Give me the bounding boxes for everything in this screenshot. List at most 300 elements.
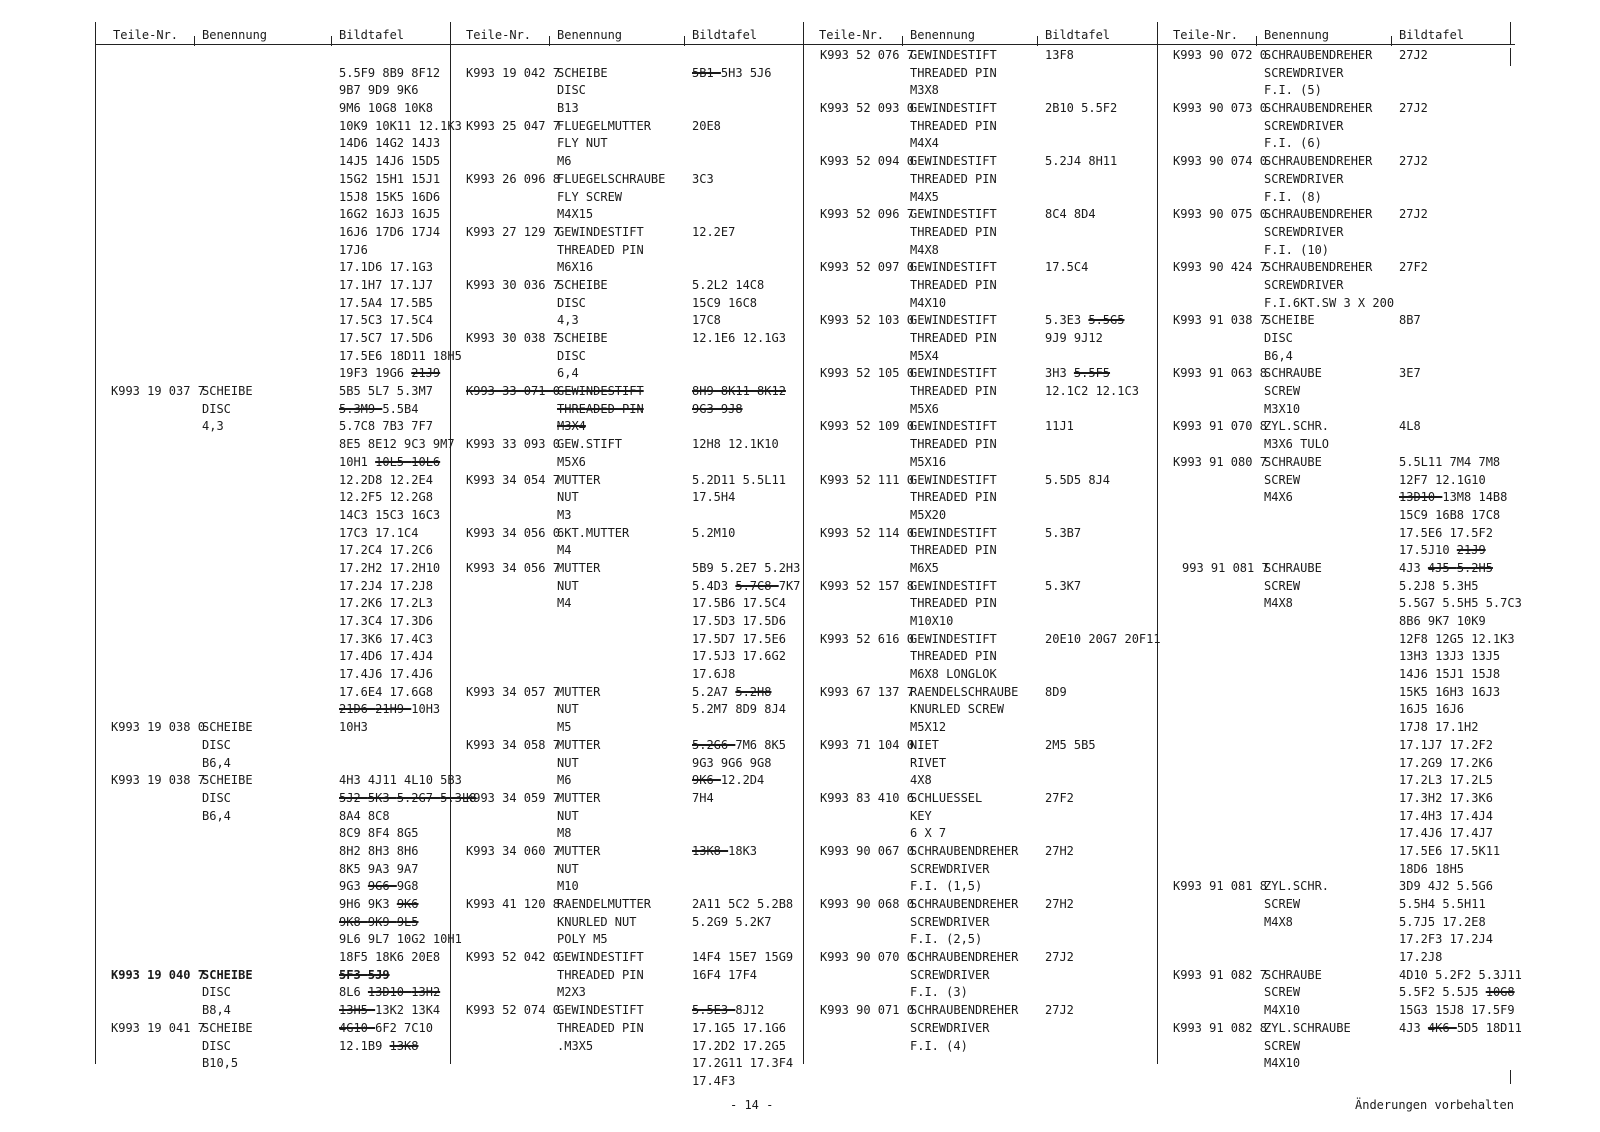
table-row	[803, 312, 1153, 330]
plate-ref-token: 13H2	[411, 985, 441, 1000]
plate-refs	[692, 1002, 764, 1020]
plate-refs: 17.5D3 17.5D6	[692, 614, 786, 628]
part-name: FLY NUT	[557, 136, 608, 151]
table-row	[450, 684, 800, 702]
plate-refs: 17.2D2 17.2G5	[692, 1038, 786, 1053]
table-row	[803, 843, 1153, 861]
part-name: DISC	[1264, 331, 1293, 345]
table-row	[803, 47, 1153, 65]
plate-refs: 17.1D6 17.1G3	[339, 260, 433, 275]
part-name: GEWINDESTIFT	[910, 207, 997, 222]
plate-refs	[692, 737, 786, 755]
part-name: SCHRAUBENDREHER	[1264, 207, 1373, 222]
plate-refs: 5.2L2 14C8	[692, 277, 765, 292]
part-number: K993 26 096 8	[466, 171, 560, 186]
table-row	[1157, 914, 1507, 932]
part-number: K993 19 037 7	[111, 384, 205, 399]
plate-refs: 10H3	[339, 720, 368, 735]
plate-refs	[692, 684, 771, 702]
part-name: M4X10	[1264, 1003, 1301, 1018]
plate-ref-token: 9K6	[396, 897, 419, 911]
table-row	[803, 383, 1153, 401]
table-row	[450, 206, 800, 224]
plate-refs: 14F4 15E7 15G9	[692, 950, 794, 965]
plate-refs: 5.3K7	[1045, 578, 1082, 593]
part-name: 6,4	[557, 366, 579, 381]
plate-refs: 5.5H4 5.5H11	[1399, 897, 1486, 911]
table-row	[803, 542, 1153, 560]
part-name: THREADED PIN	[910, 171, 997, 186]
plate-refs: 8A4 8C8	[339, 808, 390, 823]
part-name: DISC	[557, 83, 586, 98]
plate-refs	[1045, 312, 1124, 330]
parts-column	[1157, 47, 1522, 1073]
table-row	[803, 631, 1161, 649]
plate-refs: 8D9	[1045, 684, 1067, 699]
plate-ref-token: 5.5F2	[1399, 985, 1443, 1000]
part-name: SCREWDRIVER	[1264, 277, 1344, 292]
bildtafel-header: Bildtafel	[339, 28, 405, 42]
plate-refs: 16J6 17D6 17J4	[339, 224, 441, 239]
table-row	[95, 631, 445, 649]
table-row	[1157, 666, 1507, 684]
part-name: M6X8 LONGLOK	[910, 667, 997, 682]
table-row	[1157, 1002, 1515, 1020]
part-name: SCHRAUBE	[1264, 454, 1322, 469]
part-name: M8	[557, 826, 572, 841]
table-row	[803, 772, 1153, 790]
part-name: GEWINDESTIFT	[910, 366, 997, 381]
table-row	[95, 153, 445, 171]
plate-refs	[1399, 560, 1493, 578]
table-row	[1157, 949, 1507, 967]
table-row	[1157, 896, 1507, 914]
table-row	[95, 578, 445, 596]
part-number: K993 90 067 0	[820, 843, 914, 858]
plate-refs: 14D6 14G2 14J3	[339, 136, 441, 151]
footer-note: Änderungen vorbehalten	[1355, 1098, 1514, 1112]
table-row	[95, 914, 445, 932]
table-row	[803, 984, 1153, 1002]
table-row	[1157, 365, 1507, 383]
table-row	[803, 330, 1153, 348]
part-number: K993 33 071 0	[466, 384, 560, 399]
plate-refs: 14J6 15J1 15J8	[1399, 667, 1501, 682]
part-name: M5X6	[910, 401, 939, 416]
part-name: THREADED PIN	[910, 490, 997, 505]
plate-refs: 17.5D7 17.5E6	[692, 631, 786, 646]
plate-ref-token: 10H1	[339, 454, 376, 469]
part-name: GEWINDESTIFT	[910, 48, 997, 62]
table-row	[803, 418, 1153, 436]
table-row	[1157, 153, 1507, 171]
table-row	[1157, 984, 1515, 1002]
plate-refs: 27J2	[1399, 154, 1428, 169]
part-name: M5X6	[557, 454, 586, 469]
table-row	[803, 135, 1153, 153]
part-name: SCHRAUBE	[1264, 560, 1322, 575]
plate-ref-token: 5D5	[1456, 1020, 1486, 1035]
table-row	[450, 896, 800, 914]
plate-ref-token: 19G6	[375, 366, 412, 381]
part-number: K993 90 068 0	[820, 897, 914, 911]
part-number: K993 52 111 0	[820, 472, 914, 487]
table-row	[803, 295, 1153, 313]
part-name: M3X4	[557, 419, 586, 434]
plate-refs: 5.2D11 5.5L11	[692, 472, 786, 487]
plate-ref-token: 5.5F5	[1073, 366, 1111, 381]
plate-refs: 17.2H2 17.2H10	[339, 560, 441, 575]
plate-refs: 17.2J8	[1399, 950, 1443, 965]
plate-refs: 16F4 17F4	[692, 967, 758, 982]
parts-column	[95, 47, 477, 1073]
part-name: DISC	[557, 348, 586, 363]
table-row	[1157, 472, 1507, 490]
part-name: SCREW	[1264, 384, 1301, 399]
plate-ref-token: 10G8	[1485, 985, 1515, 1000]
table-row	[450, 914, 800, 932]
table-row	[1157, 613, 1507, 631]
part-name: SCHEIBE	[202, 773, 253, 788]
part-name: SCHEIBE	[557, 277, 608, 292]
plate-refs	[339, 984, 440, 1002]
bildtafel-header: Bildtafel	[1399, 28, 1465, 42]
table-row	[1157, 1055, 1507, 1073]
part-name: M5X16	[910, 454, 947, 469]
table-row	[803, 1002, 1153, 1020]
table-row	[450, 153, 800, 171]
table-row	[803, 825, 1153, 843]
plate-ref-token: 5F3	[339, 967, 368, 982]
plate-ref-token: 9K3	[367, 897, 397, 911]
part-name: M5	[557, 720, 572, 735]
table-row	[803, 755, 1153, 773]
column-divider	[1510, 22, 1511, 44]
plate-refs: 5.7C8 7B3 7F7	[339, 419, 433, 434]
table-row	[1157, 1038, 1507, 1056]
table-row	[803, 737, 1153, 755]
part-name: M4X6	[1264, 490, 1293, 505]
part-name: THREADED PIN	[557, 242, 644, 257]
plate-ref-token: 5.3E3	[1045, 313, 1089, 328]
part-name: GEW.STIFT	[557, 437, 623, 452]
part-name: POLY M5	[557, 932, 608, 947]
part-name: GEWINDESTIFT	[910, 472, 997, 487]
part-name: SCHEIBE	[557, 65, 608, 80]
part-name: SCHRAUBENDREHER	[910, 843, 1019, 858]
part-name: M10	[557, 879, 579, 894]
plate-refs	[692, 772, 764, 790]
table-row	[803, 525, 1153, 543]
part-name: M3	[557, 507, 572, 522]
plate-refs: 17.1G5 17.1G6	[692, 1020, 786, 1035]
table-row	[1157, 861, 1507, 879]
part-name: SCHRAUBENDREHER	[910, 950, 1019, 965]
part-name: MUTTER	[557, 560, 601, 575]
plate-refs: 9J9 9J12	[1045, 331, 1103, 345]
plate-refs	[1399, 489, 1507, 507]
table-row	[803, 454, 1153, 472]
plate-ref-token: 19F3	[339, 366, 376, 381]
table-row	[95, 224, 445, 242]
plate-ref-token: 4J3	[1399, 1020, 1428, 1035]
plate-refs: 18D6 18H5	[1399, 861, 1465, 876]
table-row	[450, 418, 800, 436]
part-name: M4X8	[1264, 914, 1293, 929]
part-name: THREADED PIN	[910, 118, 997, 133]
plate-refs: 14C3 15C3 16C3	[339, 507, 441, 522]
plate-refs: 27J2	[1399, 207, 1428, 222]
table-row	[1157, 684, 1507, 702]
part-name: B6,4	[202, 808, 231, 823]
part-name: THREADED PIN	[910, 596, 997, 611]
part-number: K993 91 080 7	[1173, 454, 1267, 469]
plate-refs	[339, 701, 440, 719]
part-number: K993 19 038 7	[111, 773, 205, 788]
plate-ref-token: 3H3	[1045, 366, 1074, 381]
part-name: NIET	[910, 737, 939, 752]
part-name: M4	[557, 596, 572, 611]
plate-ref-token: 10L6	[411, 454, 441, 469]
part-name: GEWINDESTIFT	[557, 384, 644, 399]
part-number: K993 33 093 0	[466, 437, 560, 452]
part-name: GEWINDESTIFT	[910, 313, 997, 328]
table-row	[803, 949, 1153, 967]
table-row	[1157, 224, 1507, 242]
part-number: K993 91 082 7	[1173, 967, 1267, 982]
table-row	[1157, 330, 1507, 348]
table-row	[1157, 312, 1507, 330]
table-row	[450, 1002, 800, 1020]
part-name: KEY	[910, 808, 932, 823]
part-name: M3X8	[910, 83, 939, 98]
plate-refs: 2M5 5B5	[1045, 737, 1096, 752]
table-row	[95, 1038, 445, 1056]
part-name: M3X6 TULO	[1264, 437, 1330, 452]
table-row	[803, 82, 1153, 100]
part-name: GEWINDESTIFT	[557, 950, 644, 965]
part-number: K993 19 042 7	[466, 65, 560, 80]
part-name: B10,5	[202, 1056, 239, 1071]
plate-refs: 12.2D8 12.2E4	[339, 472, 433, 487]
parts-column	[803, 47, 1161, 1055]
table-row	[95, 737, 445, 755]
table-row	[1157, 65, 1507, 83]
part-name: F.I.6KT.SW 3 X 200	[1264, 295, 1395, 310]
table-row	[1157, 1020, 1522, 1038]
table-row	[450, 365, 800, 383]
table-row	[95, 65, 445, 83]
plate-refs: 17.5E6 17.5F2	[1399, 525, 1493, 540]
table-row	[803, 436, 1153, 454]
table-row	[1157, 542, 1507, 560]
table-row	[450, 47, 800, 65]
table-row	[450, 631, 800, 649]
plate-ref-token: 13H5	[339, 1003, 376, 1018]
table-row	[803, 472, 1153, 490]
part-name: GEWINDESTIFT	[910, 154, 997, 169]
part-name: M5X20	[910, 507, 947, 522]
table-row	[450, 65, 800, 83]
table-row	[95, 861, 445, 879]
table-row	[450, 224, 800, 242]
part-number: K993 52 616 0	[820, 631, 914, 646]
table-row	[1157, 171, 1507, 189]
plate-ref-token: 8L6	[339, 985, 368, 1000]
part-number: K993 52 076 7	[820, 48, 914, 62]
plate-refs: 7H4	[692, 790, 714, 805]
table-row	[450, 100, 800, 118]
plate-ref-token: 5.7C8	[735, 578, 779, 593]
table-row	[95, 348, 462, 366]
table-row	[450, 737, 800, 755]
part-name: DISC	[202, 985, 231, 1000]
part-number: K993 90 075 0	[1173, 207, 1267, 222]
part-name: F.I. (5)	[1264, 83, 1322, 98]
part-number: K993 41 120 8	[466, 897, 560, 911]
plate-refs: 27F2	[1399, 260, 1428, 275]
plate-refs	[339, 1038, 418, 1056]
part-number: K993 52 105 0	[820, 366, 914, 381]
plate-ref-token: 5B1	[692, 65, 721, 80]
table-row	[803, 401, 1153, 419]
part-number: K993 52 157 8	[820, 578, 914, 593]
plate-refs	[1045, 365, 1110, 383]
table-row	[95, 206, 445, 224]
part-name: F.I. (2,5)	[910, 932, 983, 947]
column-divider	[1510, 1070, 1511, 1084]
part-name: THREADED PIN	[910, 277, 997, 292]
plate-refs: 17.2F3 17.2J4	[1399, 932, 1493, 947]
table-row	[95, 1020, 445, 1038]
plate-ref-token: 5.2H8	[735, 684, 772, 699]
plate-refs: 17.5E6 18D11 18H5	[339, 348, 462, 363]
part-name: SCREWDRIVER	[910, 1020, 990, 1035]
table-row	[450, 808, 800, 826]
plate-refs: 9G3 9J8	[692, 401, 743, 416]
part-name: DISC	[202, 401, 231, 416]
plate-refs: 5.5L11 7M4 7M8	[1399, 454, 1501, 469]
table-row	[1157, 808, 1507, 826]
part-name: GEWINDESTIFT	[557, 224, 644, 239]
part-name: B6,4	[202, 755, 231, 770]
part-name: KNURLED SCREW	[910, 702, 1004, 717]
table-row	[803, 648, 1153, 666]
part-name: SCHRAUBE	[1264, 967, 1322, 982]
plate-ref-token: 13K4	[411, 1003, 441, 1018]
table-row	[1157, 595, 1522, 613]
table-row	[1157, 242, 1507, 260]
table-row	[803, 1020, 1153, 1038]
table-row	[95, 613, 445, 631]
table-row	[1157, 436, 1507, 454]
table-row	[450, 825, 800, 843]
table-row	[1157, 189, 1507, 207]
part-number: K993 67 137 7	[820, 684, 914, 699]
table-row	[95, 418, 445, 436]
part-name: THREADED PIN	[910, 331, 997, 345]
plate-refs: 15C9 16C8	[692, 295, 758, 310]
plate-ref-token: 9G3	[339, 879, 368, 894]
table-row	[450, 436, 800, 454]
plate-refs: 5B9 5.2E7 5.2H3	[692, 560, 801, 575]
plate-refs: 17.5J3 17.6G2	[692, 649, 786, 664]
plate-ref-token: 21J9	[1456, 543, 1486, 558]
plate-refs: 17J8 17.1H2	[1399, 720, 1479, 735]
plate-ref-token: 21D6	[339, 702, 376, 717]
table-row	[95, 967, 445, 985]
part-name: NUT	[557, 755, 579, 770]
part-name: F.I. (8)	[1264, 189, 1322, 204]
part-name: M4X4	[910, 136, 939, 151]
plate-refs: 17.4H3 17.4J4	[1399, 808, 1493, 823]
table-row	[95, 755, 445, 773]
part-name: RIVET	[910, 755, 947, 770]
part-name: THREADED PIN	[910, 437, 997, 452]
table-row	[803, 189, 1153, 207]
table-row	[95, 100, 445, 118]
benennung-header: Benennung	[557, 28, 623, 42]
table-row	[803, 365, 1153, 383]
part-name: GEWINDESTIFT	[910, 101, 997, 116]
table-row	[803, 896, 1153, 914]
table-row	[1157, 383, 1507, 401]
plate-refs: 5.2J8 5.3H5	[1399, 578, 1479, 593]
plate-ref-token: 21J9	[411, 366, 441, 381]
plate-refs: 8B7	[1399, 313, 1421, 328]
plate-ref-token: 9H6	[339, 897, 368, 911]
table-row	[95, 684, 445, 702]
part-name: DISC	[202, 737, 231, 752]
table-row	[1157, 118, 1507, 136]
plate-ref-token: 5.3M9	[339, 401, 383, 416]
table-row	[95, 666, 445, 684]
plate-refs: 17.5C7 17.5D6	[339, 331, 433, 345]
table-row	[1157, 454, 1507, 472]
table-row	[95, 135, 445, 153]
table-row	[1157, 295, 1507, 313]
part-number: K993 52 074 0	[466, 1003, 560, 1018]
table-row	[95, 454, 445, 472]
part-number: K993 91 082 8	[1173, 1020, 1267, 1035]
part-name: M4X10	[1264, 1056, 1301, 1071]
plate-refs: 5.2J4 8H11	[1045, 154, 1118, 169]
table-row	[95, 82, 445, 100]
table-row	[450, 383, 800, 401]
table-row	[450, 719, 800, 737]
plate-refs: 16G2 16J3 16J5	[339, 207, 441, 222]
table-row	[1157, 790, 1507, 808]
teile-nr-header: Teile-Nr.	[113, 28, 179, 42]
plate-ref-token: 9G6	[367, 879, 397, 894]
plate-refs: 17.5E6 17.5K11	[1399, 843, 1501, 858]
plate-refs: 15J8 15K5 16D6	[339, 189, 441, 204]
plate-ref-token: 8J12	[735, 1003, 765, 1018]
plate-refs: 11J1	[1045, 419, 1074, 434]
part-name: MUTTER	[557, 843, 601, 858]
table-row	[1157, 348, 1507, 366]
part-number: K993 90 073 0	[1173, 101, 1267, 116]
part-number: K993 19 041 7	[111, 1020, 205, 1035]
table-row	[803, 684, 1153, 702]
part-name: SCREWDRIVER	[1264, 224, 1344, 239]
part-name: SCREW	[1264, 578, 1301, 593]
part-name: THREADED PIN	[557, 967, 644, 982]
part-name: SCHEIBE	[202, 967, 253, 982]
part-name: THREADED PIN	[910, 384, 997, 399]
table-row	[1157, 259, 1507, 277]
plate-refs: 17.2K6 17.2L3	[339, 596, 433, 611]
